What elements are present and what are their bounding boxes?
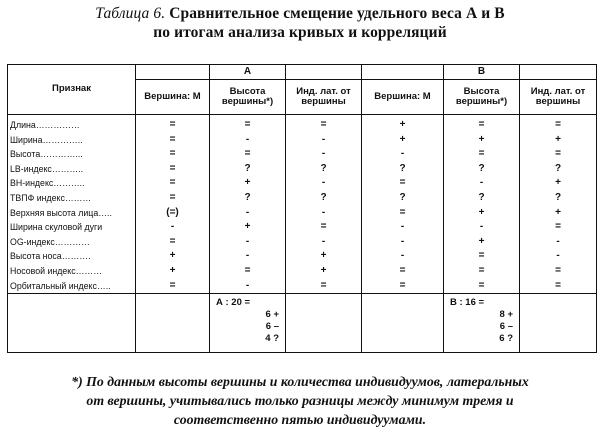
value-cell-a: +	[286, 264, 362, 279]
totals-b-line: 6 –	[499, 321, 513, 333]
value-cell-a: =	[136, 162, 210, 177]
value-cell-b: =	[362, 176, 444, 191]
table-row	[8, 191, 597, 206]
value-cell-b: +	[520, 176, 597, 191]
value-cell-a: =	[136, 176, 210, 191]
value-cell-b: -	[362, 220, 444, 235]
value-cell-a: -	[210, 249, 286, 264]
feature-name: Высота…………...	[8, 147, 136, 162]
totals-b	[444, 294, 520, 353]
value-cell-a: -	[136, 220, 210, 235]
totals-a-head: А : 20 =	[216, 297, 251, 309]
table-caption	[0, 0, 600, 42]
feature-name: Высота носа……….	[8, 249, 136, 264]
value-cell-b: -	[520, 249, 597, 264]
value-cell-a: =	[286, 220, 362, 235]
table-label: Таблица 6.	[95, 5, 166, 22]
value-cell-b: +	[520, 133, 597, 148]
value-cell-b: =	[444, 147, 520, 162]
value-cell-b: -	[444, 220, 520, 235]
value-cell-a: +	[286, 249, 362, 264]
feature-name: Верхняя высота лица…..	[8, 206, 136, 221]
feature-header: Признак	[8, 65, 136, 115]
value-cell-a: -	[286, 235, 362, 250]
feature-name: LB-индекс………..	[8, 162, 136, 177]
table-row	[8, 147, 597, 162]
footnote-line1: *) По данным высоты вершины и количества индивидуумов, латеральных	[71, 374, 529, 389]
value-cell-b: =	[444, 264, 520, 279]
value-cell-b: -	[520, 235, 597, 250]
totals-a	[210, 294, 286, 353]
table-row	[8, 133, 597, 148]
value-cell-b: +	[444, 133, 520, 148]
feature-name: Носовой индекс………	[8, 264, 136, 279]
col-b-height: Высота вершины*)	[444, 80, 520, 115]
value-cell-b: =	[362, 279, 444, 294]
col-b-peak: Вершина: М	[362, 80, 444, 115]
value-cell-b: =	[444, 115, 520, 133]
value-cell-b: =	[520, 279, 597, 294]
value-cell-a: =	[286, 115, 362, 133]
value-cell-b: =	[520, 264, 597, 279]
value-cell-a: -	[210, 279, 286, 294]
value-cell-b: ?	[362, 191, 444, 206]
table-body	[8, 115, 597, 294]
value-cell-a: +	[210, 176, 286, 191]
value-cell-a: =	[136, 115, 210, 133]
value-cell-b: +	[362, 115, 444, 133]
value-cell-a: =	[210, 264, 286, 279]
footnote-line2: от вершины, учитывались только разницы между минимум тремя и	[86, 393, 514, 408]
value-cell-b: =	[520, 220, 597, 235]
value-cell-b: =	[444, 279, 520, 294]
value-cell-a: ?	[286, 162, 362, 177]
value-cell-b: +	[362, 133, 444, 148]
table-row	[8, 162, 597, 177]
feature-name: Ширина…………..	[8, 133, 136, 148]
value-cell-a: -	[286, 176, 362, 191]
table-title-line1: Сравнительное смещение удельного веса А и В	[169, 5, 505, 22]
value-cell-b: -	[362, 249, 444, 264]
value-cell-a: =	[136, 147, 210, 162]
value-cell-a: =	[210, 147, 286, 162]
value-cell-a: -	[210, 133, 286, 148]
col-a-lat-index: Инд. лат. от вершины	[286, 80, 362, 115]
value-cell-a: +	[136, 249, 210, 264]
col-b-lat-index: Инд. лат. от вершины	[520, 80, 597, 115]
value-cell-a: =	[210, 115, 286, 133]
value-cell-b: -	[362, 235, 444, 250]
value-cell-a: ?	[286, 191, 362, 206]
totals-b-line: 6 ?	[499, 333, 513, 345]
value-cell-b: ?	[444, 162, 520, 177]
footnote	[0, 372, 600, 429]
value-cell-b: -	[362, 147, 444, 162]
value-cell-b: =	[520, 147, 597, 162]
value-cell-b: +	[444, 235, 520, 250]
footnote-line3: соответственно пятью индивидуумами.	[173, 412, 427, 427]
value-cell-a: ?	[210, 162, 286, 177]
feature-name: Орбитальный индекс…..	[8, 279, 136, 294]
totals-b-line: 8 +	[499, 309, 513, 321]
value-cell-b: =	[520, 115, 597, 133]
value-cell-b: +	[520, 206, 597, 221]
value-cell-a: =	[286, 279, 362, 294]
value-cell-a: -	[210, 235, 286, 250]
value-cell-b: -	[444, 176, 520, 191]
totals-a-line: 6 +	[265, 309, 279, 321]
value-cell-b: ?	[520, 191, 597, 206]
value-cell-a: ?	[210, 191, 286, 206]
totals-row	[8, 294, 597, 353]
table-row	[8, 264, 597, 279]
value-cell-b: =	[362, 206, 444, 221]
table-row	[8, 235, 597, 250]
table-row	[8, 115, 597, 133]
value-cell-a: -	[210, 206, 286, 221]
table-row	[8, 176, 597, 191]
group-b-header: В	[444, 65, 520, 80]
value-cell-a: =	[136, 279, 210, 294]
totals-a-line: 6 –	[265, 321, 279, 333]
value-cell-b: ?	[444, 191, 520, 206]
table-row	[8, 220, 597, 235]
value-cell-a: +	[210, 220, 286, 235]
value-cell-a: -	[286, 206, 362, 221]
col-a-peak: Вершина: М	[136, 80, 210, 115]
group-a-header: А	[210, 65, 286, 80]
value-cell-b: +	[444, 206, 520, 221]
value-cell-a: -	[286, 147, 362, 162]
totals-a-line: 4 ?	[265, 333, 279, 345]
value-cell-a: =	[136, 133, 210, 148]
value-cell-a: =	[136, 235, 210, 250]
value-cell-a: (=)	[136, 206, 210, 221]
value-cell-b: ?	[362, 162, 444, 177]
feature-name: Ширина скуловой дуги	[8, 220, 136, 235]
feature-name: ТВПФ индекс………	[8, 191, 136, 206]
feature-name: OG-индекс…………	[8, 235, 136, 250]
feature-name: Длина……………	[8, 115, 136, 133]
table-row	[8, 279, 597, 294]
col-a-height: Высота вершины*)	[210, 80, 286, 115]
value-cell-b: =	[362, 264, 444, 279]
value-cell-b: ?	[520, 162, 597, 177]
table-title-line2: по итогам анализа кривых и корреляций	[153, 24, 447, 41]
feature-name: ВН-индекс………..	[8, 176, 136, 191]
table-row	[8, 249, 597, 264]
value-cell-a: -	[286, 133, 362, 148]
totals-b-head: В : 16 =	[450, 297, 485, 309]
table-row	[8, 206, 597, 221]
comparison-table	[7, 64, 597, 353]
value-cell-b: =	[444, 249, 520, 264]
value-cell-a: =	[136, 191, 210, 206]
value-cell-a: +	[136, 264, 210, 279]
